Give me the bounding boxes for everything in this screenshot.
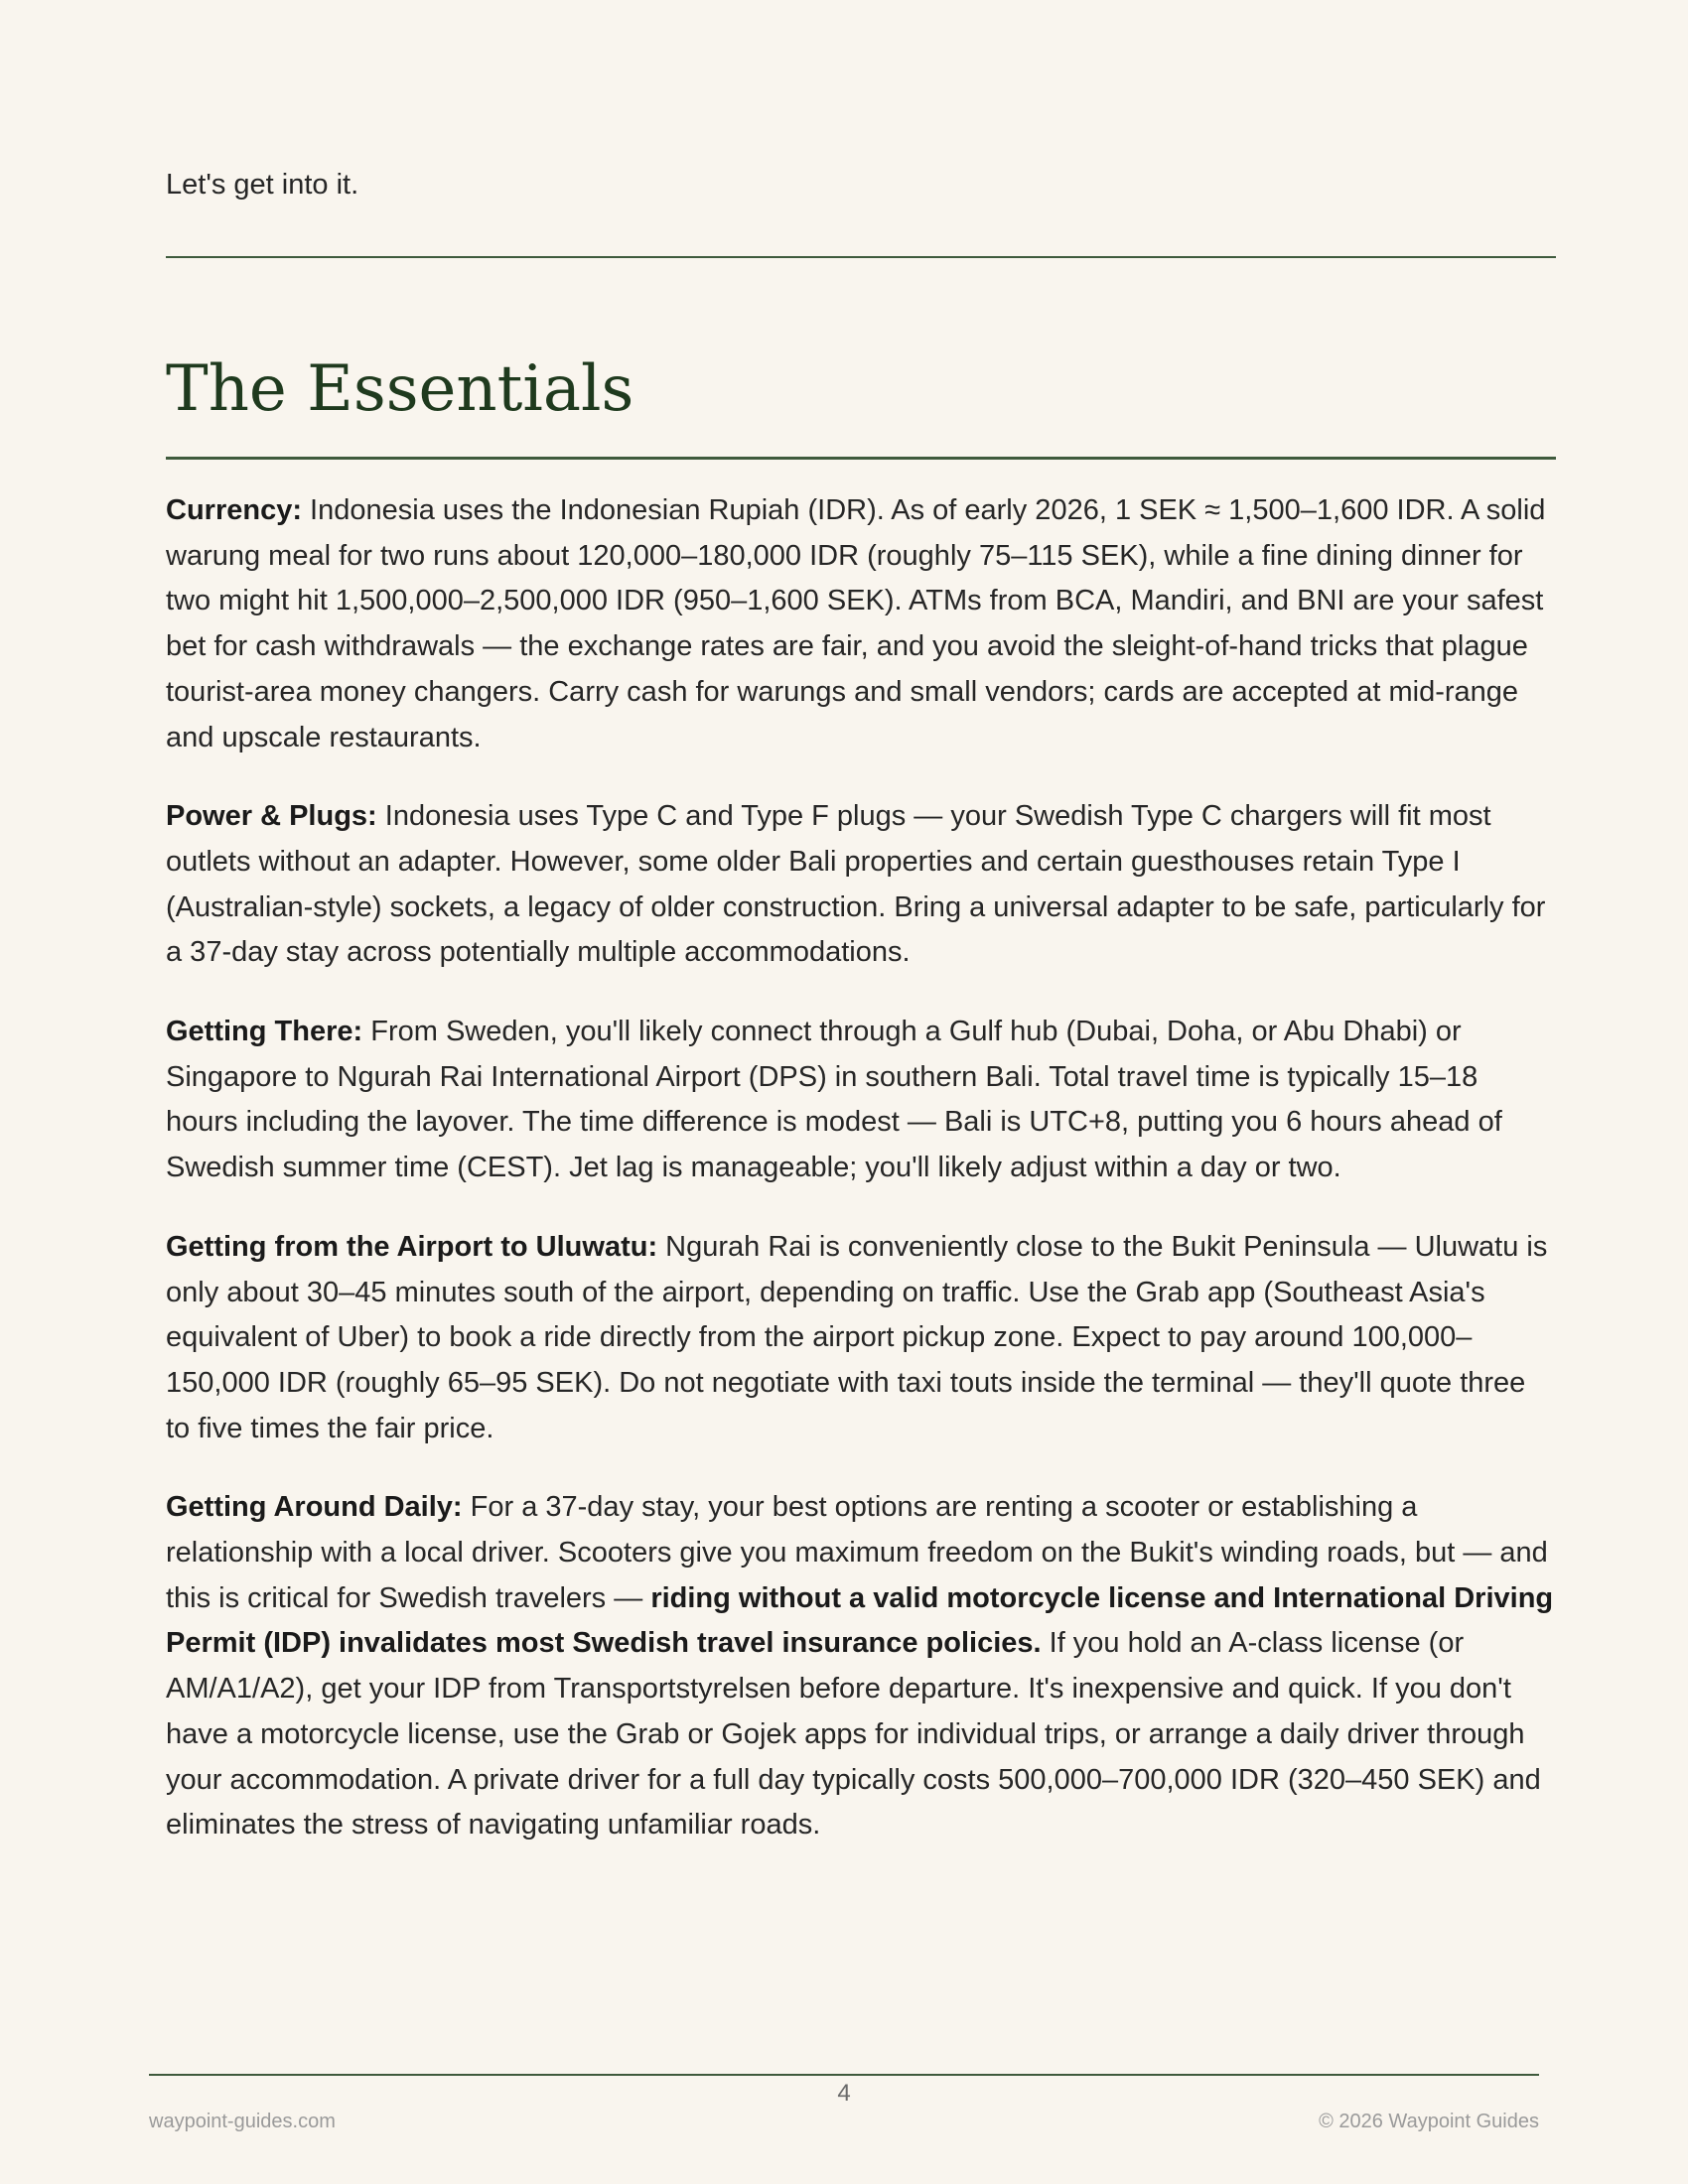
paragraph-currency [166,488,1556,760]
paragraph-text: Indonesia uses Type C and Type F plugs — your Swedish Type C chargers will fit most outlets without an adapter. However, some older Bali properties and certain guesthouses retain Type I (Australian-style) sockets, a legacy of older construction. Bring a universal adapter to be safe, particularly for a 37-day stay across potentially multiple accommodations. [166,800,1546,969]
paragraph-text: If you hold an A-class license (or AM/A1/A2), get your IDP from Transportstyrelsen before departure. It's inexpensive and quick. If you don't have a motorcycle license, use the Grab or Gojek apps for individual trips, or arrange a daily driver through your accommodation. A private driver for a full day typically costs 500,000–700,000 IDR (320–450 SEK) and eliminates the stress of navigating unfamiliar roads. [166,1627,1541,1842]
intro-text: Let's get into it. [166,169,359,201]
paragraph-label: Power & Plugs: [166,800,377,833]
paragraph-text: Ngurah Rai is conveniently close to the Bukit Peninsula — Uluwatu is only about 30–45 minutes south of the airport, depending on traffic. Use the Grab app (Southeast Asia's equivalent of Uber) to book a ride directly from the airport pickup zone. Expect to pay around 100,000–150,000 IDR (roughly 65–95 SEK). Do not negotiate with taxi touts inside the terminal — they'll quote three to five times the fair price. [166,1230,1548,1444]
paragraph-getting-around [166,1485,1556,1848]
paragraph-getting-there [166,1010,1556,1191]
section-body [166,488,1556,1882]
paragraph-power-plugs [166,794,1556,976]
footer-divider [149,2074,1539,2076]
paragraph-airport-to-uluwatu [166,1225,1556,1452]
paragraph-text: For a 37-day stay, your best options are renting a scooter or establishing a relationship with a local driver. Scooters give you maximum freedom on the Bukit's winding roads, but — and this is critical for Swedish travelers — [166,1491,1548,1614]
paragraph-text: From Sweden, you'll likely connect through a Gulf hub (Dubai, Doha, or Abu Dhabi) or Singapore to Ngurah Rai International Airport (DPS) in southern Bali. Total travel time is typically 15–18 hours including the layover. The time difference is modest — Bali is UTC+8, putting you 6 hours ahead of Swedish summer time (CEST). Jet lag is manageable; you'll likely adjust within a day or two. [166,1016,1502,1184]
title-underline [166,457,1556,460]
insurance-warning: riding without a valid motorcycle license and International Driving Permit (IDP) invalidates most Swedish travel insurance policies. [166,1581,1554,1660]
section-divider [166,256,1556,258]
paragraph-label: Getting There: [166,1016,363,1048]
footer-copyright: © 2026 Waypoint Guides [1319,2111,1539,2132]
footer-website: waypoint-guides.com [149,2111,336,2132]
paragraph-text: Indonesia uses the Indonesian Rupiah (IDR). As of early 2026, 1 SEK ≈ 1,500–1,600 IDR. A solid warung meal for two runs about 120,000–180,000 IDR (roughly 75–115 SEK), while a fine dining dinner for two might hit 1,500,000–2,500,000 IDR (950–1,600 SEK). ATMs from BCA, Mandiri, and BNI are your safest bet for cash withdrawals — the exchange rates are fair, and you avoid the sleight-of-hand tricks that plague tourist-area money changers. Carry cash for warungs and small vendors; cards are accepted at mid-range and upscale restaurants. [166,494,1546,753]
section-title: The Essentials [166,352,634,426]
paragraph-label: Getting Around Daily: [166,1491,463,1524]
page-number: 4 [837,2080,851,2107]
paragraph-label: Currency: [166,494,302,526]
paragraph-label: Getting from the Airport to Uluwatu: [166,1230,658,1263]
